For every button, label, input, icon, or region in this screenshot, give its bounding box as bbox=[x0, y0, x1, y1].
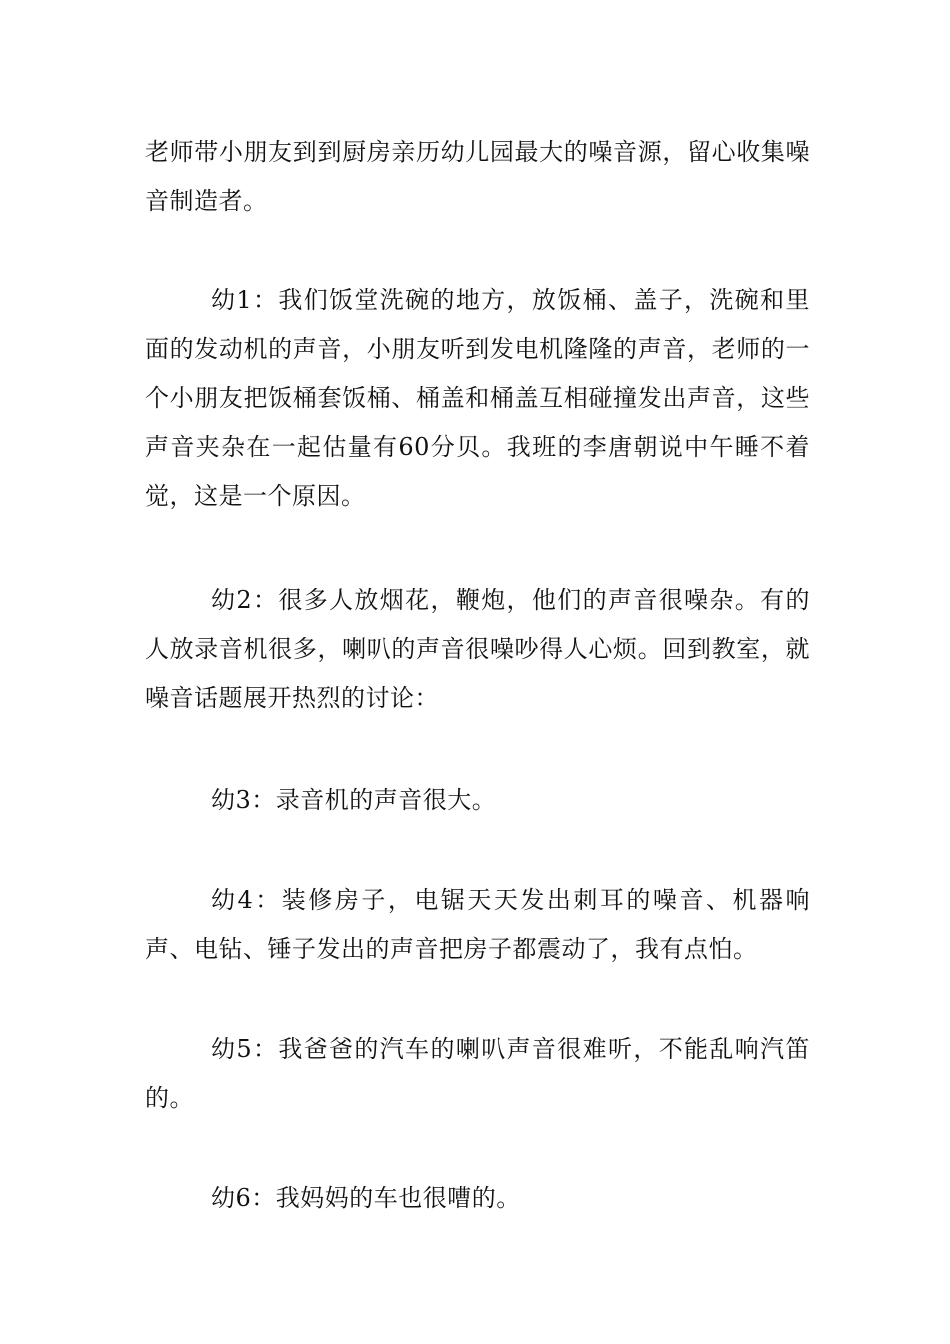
paragraph-child-1: 幼1：我们饭堂洗碗的地方，放饭桶、盖子，洗碗和里面的发动机的声音，小朋友听到发电机隆隆的声音，老师的一个小朋友把饭桶套饭桶、桶盖和桶盖互相碰撞发出声音，这些声音夹杂在一起估量有60分贝。我班的李唐朝说中午睡不着觉，这是一个原因。 bbox=[145, 286, 810, 510]
paragraph-child-6: 幼6：我妈妈的车也很嘈的。 bbox=[211, 1184, 521, 1212]
paragraph-child-5: 幼5：我爸爸的汽车的喇叭声音很难听，不能乱响汽笛的。 bbox=[145, 1035, 810, 1112]
paragraph-child-4: 幼4：装修房子，电锯天天发出刺耳的噪音、机器响声、电钻、锤子发出的声音把房子都震动了，我有点怕。 bbox=[145, 886, 810, 963]
paragraph-child-3: 幼3：录音机的声音很大。 bbox=[211, 786, 497, 814]
paragraph-intro: 老师带小朋友到到厨房亲历幼儿园最大的噪音源，留心收集噪音制造者。 bbox=[145, 138, 810, 215]
paragraph-child-2: 幼2：很多人放烟花，鞭炮，他们的声音很噪杂。有的人放录音机很多，喇叭的声音很噪吵得人心烦。回到教室，就噪音话题展开热烈的讨论： bbox=[145, 586, 810, 712]
